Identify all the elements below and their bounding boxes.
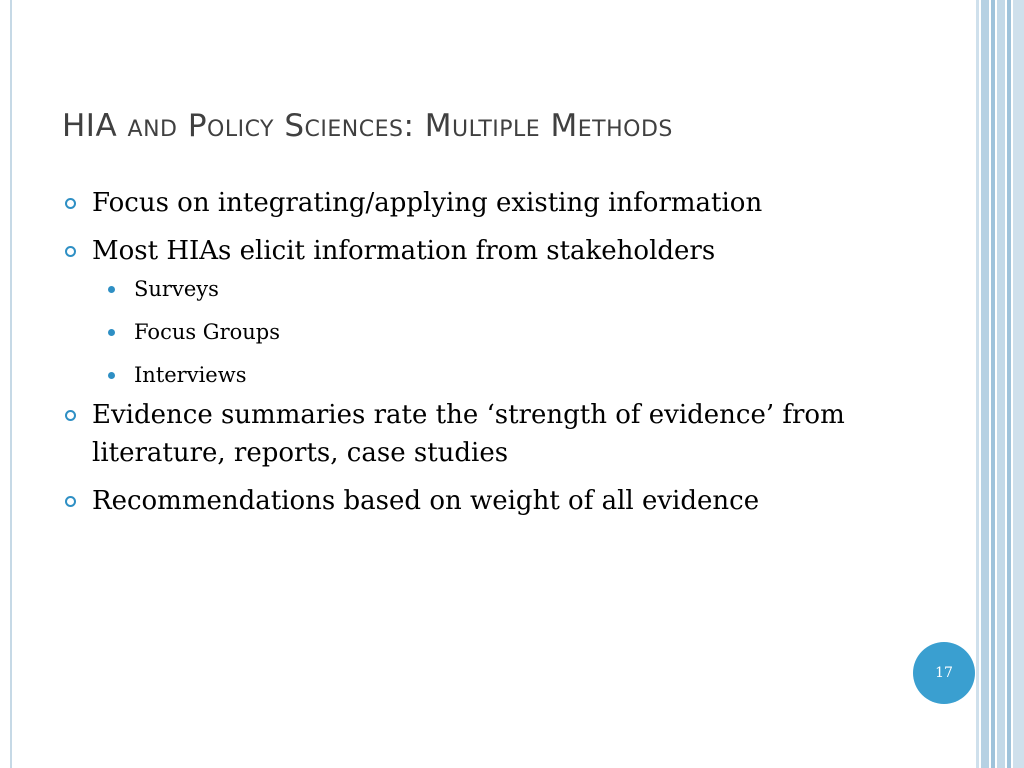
sub-bullet-text: Focus Groups xyxy=(134,320,281,344)
sub-bullet-text: Interviews xyxy=(134,363,247,387)
right-border-stripe xyxy=(997,0,1005,768)
bullet-item xyxy=(62,232,882,270)
dot-bullet-icon xyxy=(108,286,115,293)
right-border-stripe xyxy=(1013,0,1024,768)
dot-bullet-icon xyxy=(108,372,115,379)
bullet-text: Recommendations based on weight of all evidence xyxy=(92,486,760,516)
sub-bullet-item xyxy=(62,274,922,304)
sub-bullet-item xyxy=(62,360,922,390)
ring-bullet-icon xyxy=(65,246,76,257)
dot-bullet-icon xyxy=(108,329,115,336)
bullet-item xyxy=(62,482,882,520)
right-border-stripe xyxy=(981,0,989,768)
right-border-stripe xyxy=(1007,0,1011,768)
page-number-badge xyxy=(913,642,975,704)
sub-bullet-text: Surveys xyxy=(134,277,219,301)
bullet-text: Most HIAs elicit information from stakeholders xyxy=(92,236,716,266)
bullet-text: Evidence summaries rate the ‘strength of evidence’ from literature, reports, case studies xyxy=(92,400,845,468)
left-border-line xyxy=(10,0,12,768)
bullet-text: Focus on integrating/applying existing information xyxy=(92,188,763,218)
bullet-item xyxy=(62,396,882,472)
ring-bullet-icon xyxy=(65,496,76,507)
right-border-stripe xyxy=(976,0,979,768)
ring-bullet-icon xyxy=(65,198,76,209)
ring-bullet-icon xyxy=(65,410,76,421)
sub-bullet-item xyxy=(62,317,922,347)
right-border-stripe xyxy=(991,0,995,768)
slide-title: HIA and Policy Sciences: Multiple Methods xyxy=(62,108,673,144)
page-number: 17 xyxy=(935,665,953,681)
bullet-item xyxy=(62,184,882,222)
bullet-list xyxy=(62,184,922,530)
